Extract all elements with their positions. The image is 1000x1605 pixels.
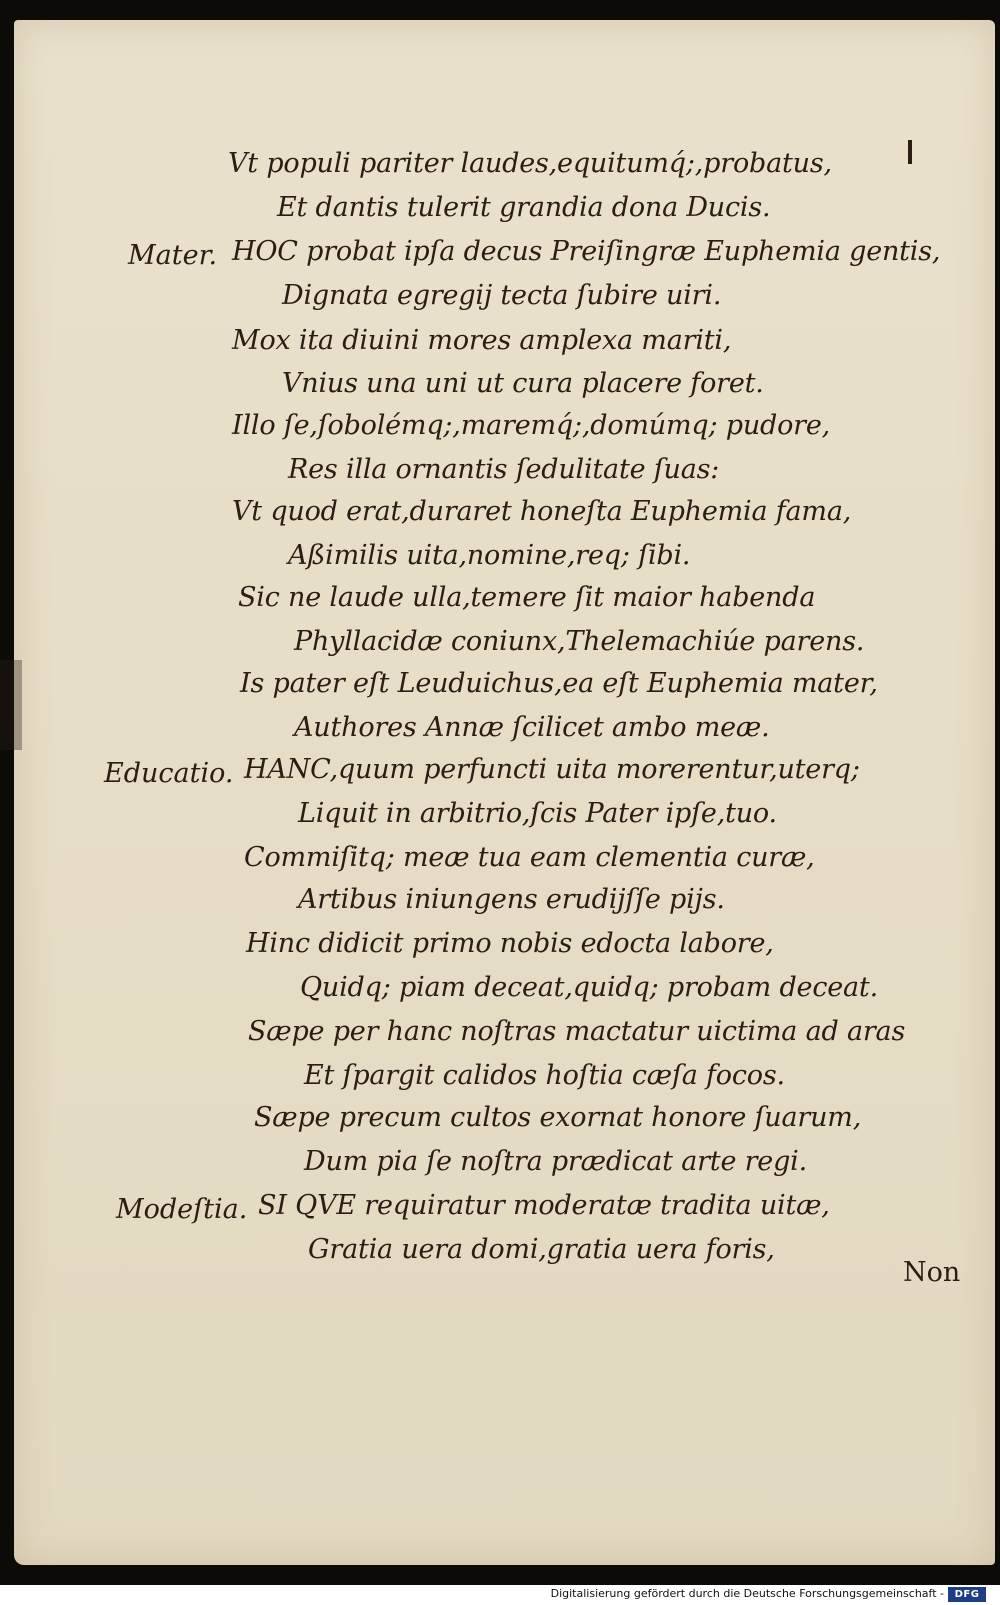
poem-line-24: Dum pia ſe noſtra prædicat arte regi. [304, 1146, 807, 1177]
poem-line-5: Mox ita diuini mores amplexa mariti, [232, 325, 732, 356]
poem-line-22: Et ſpargit calidos hoſtia cæſa focos. [304, 1060, 785, 1091]
margin-note-educatio: Educatio. [104, 758, 234, 789]
poem-line-15: HANC,quum perfuncti uita morerentur,uterq; [244, 754, 860, 785]
poem-line-20: Quidq; piam deceat,quidq; probam deceat. [300, 972, 878, 1003]
poem-line-13: Is pater eſt Leuduichus,ea eſt Euphemia mater, [240, 668, 878, 699]
poem-line-14: Authores Annæ ſcilicet ambo meæ. [294, 712, 770, 743]
dfg-logo: DFG [948, 1587, 986, 1602]
poem-line-19: Hinc didicit primo nobis edocta labore, [246, 928, 774, 959]
margin-note-mater: Mater. [128, 240, 218, 271]
poem-line-9: Vt quod erat,duraret honeſta Euphemia fama, [232, 496, 852, 527]
poem-line-8: Res illa ornantis ſedulitate ſuas: [288, 454, 720, 485]
poem-line-16: Liquit in arbitrio,ſcis Pater ipſe,tuo. [298, 798, 777, 829]
edge-stain [0, 660, 22, 750]
page-corner-mark [908, 140, 912, 164]
poem-line-11: Sic ne laude ulla,temere ſit maior habenda [238, 582, 816, 613]
poem-line-17: Commiſitq; meæ tua eam clementia curæ, [244, 842, 815, 873]
catchword: Non [903, 1257, 961, 1288]
poem-line-26: Gratia uera domi,gratia uera foris, [308, 1234, 775, 1265]
poem-line-25: SI QVE requiratur moderatæ tradita uitæ, [258, 1190, 830, 1221]
poem-line-2: Et dantis tulerit grandia dona Ducis. [277, 192, 771, 223]
poem-line-12: Phyllacidæ coniunx,Thelemachiúe parens. [294, 626, 865, 657]
poem-line-3: HOC probat ipſa decus Preiſingræ Euphemia gentis, [232, 236, 941, 267]
poem-line-10: Aßimilis uita,nomine,req; ſibi. [288, 540, 691, 571]
poem-line-7: Illo ſe,ſobolémq;,maremq́;,domúmq; pudore, [232, 410, 831, 441]
poem-line-6: Vnius una uni ut cura placere foret. [282, 368, 764, 399]
poem-line-21: Sæpe per hanc noſtras mactatur uictima ad aras [248, 1016, 906, 1047]
poem-line-4: Dignata egregij tecta ſubire uiri. [282, 280, 722, 311]
poem-line-1: Vt populi pariter laudes,equitumq́;,probatus, [228, 148, 832, 179]
poem-line-23: Sæpe precum cultos exornat honore ſuarum, [254, 1102, 862, 1133]
digitization-credit: Digitalisierung gefördert durch die Deutsche Forschungsgemeinschaft - [550, 1587, 944, 1600]
margin-note-modestia: Modeſtia. [116, 1194, 248, 1225]
poem-line-18: Artibus iniungens erudijſſe pijs. [298, 884, 725, 915]
